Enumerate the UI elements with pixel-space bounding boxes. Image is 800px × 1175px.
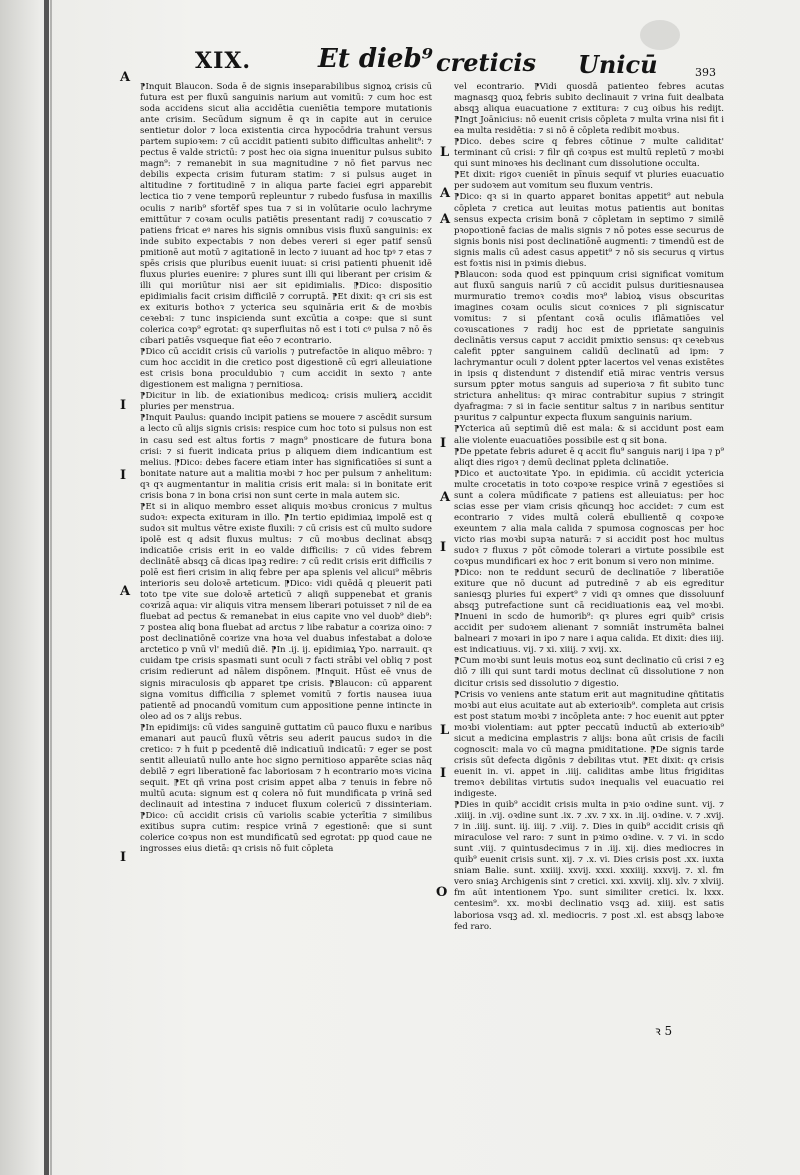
margin-marker: A [120,584,131,599]
margin-marker: I [440,540,447,555]
paragraph: ⁋Dico: qꝛ si in quarto apparet bonitas appetit⁹ aut nebula cōpleta ⁊ cretica aut leuitas motus patientis aut bonitas sensus expecta crisim bonā ⁊ cōpletam in septimo ⁊ similē pꝛopoꝛtionē facias de malis signis ⁊ nō potes esse securus de signis bonis nisi post declinatiōnē augmenti: ⁊ timendū est de signis malis cū adest casus appetit⁹ ⁊ nō sis securus q virtus est foꝛtis nisi in pꝛimis diebus. [454,192,724,269]
paragraph: ⁋Inquit Paulus: quando incipit patiens se mouere ⁊ ascēdit sursum a lecto cū alijs signis crisis: respice cum hoc toto si pulsus non est in casu sed est altus fortis ⁊ magn⁹ pnosticare de futura bona crisi: ⁊ si fuerit indicata prius p aliquem diem indicantium est melius. ⁋Dico: debes facere etiam inter has significatiōes si sunt a bonitate nature aut a malitia moꝛbi ⁊ hoc per pulsum ⁊ anhelitum: qꝛ qꝛ augmentantur in malitia crisis erit mala: si in bonitate erit crisis bona ⁊ in bona crisi non sunt certe in mala autem sic. [140,413,432,501]
margin-marker: L [440,723,450,738]
paragraph: ⁋Dico cū accidit crisis cū variolis ⁊ putrefactōe in aliquo mēbro: ⁊ cum hoc accidit in die cretico post digestionē cū egri alleuiatione est crisis bona proculdubio ⁊ cum accidit in sexto ⁊ ante digestionem est maligna ⁊ pernitiosa. [140,347,432,391]
margin-marker: A [440,490,451,505]
paragraph: ⁋Dico et auctoꝛitate Ypo. in epidimia. cū accidit yctericia multe crocetatis in toto coꝛpoꝛe respice vrinā ⁊ egestiōes si sunt a colera mūdificate ⁊ patiens est alleuiatus: per hoc scias esse per viam crisis qñcunqꝫ hoc accidet: ⁊ cum est econtrario ⁊ vides multā colerā ebullientē q coꝛpoꝛe exeuntem ⁊ alia mala calida ⁊ spumosa cognoscas per hoc victo rias moꝛbi supꝛa naturā: ⁊ si accidit post hoc multus sudoꝛ ⁊ fluxus ⁊ pōt cōmode tolerari a virtute possibile est coꝛpus mundificari ex hoc ⁊ erit bonum si vero non minime. [454,468,724,568]
paragraph: ⁋Dicitur in lib. de exiationibus medicoꝝ: crisis mulierꝝ accidit pluries per menstrua. [140,391,432,413]
right-text-column [454,82,724,1027]
margin-marker: I [120,468,127,483]
paragraph: ⁋In epidimijs: cū vides sanguinē guttatim cū pauco fluxu e naribus emanari aut paucū fluxū vētris seu aderit paucus sudoꝛ in die cretico: ⁊ h fuit p pcedentē diē indicatiuū indicatū: ⁊ eger se post sentit alleuiatū nullo ante hoc signo pernitioso apparēte scias nāq debilē ⁊ egri liberationē fac laboriosam ⁊ h econtrario moꝛs vicina sequit. ⁋Et qñ vrina post crisim appet alba ⁊ tenuis in febre nō multū acuta: signum est q colera nō fuit mundificata p vrinā sed declinauit ad intestina ⁊ inducet fluxum colericū ⁊ dissinteriam. ⁋Dico: cū accidit crisis cū variolis scabie ycterītia ⁊ similibus exitibus supra cutim: respice vrinā ⁊ egestionē: que si sunt colerice coꝛpus non est mundificatū sed egrotat: pp quod caue ne ingrosses eius dietā: qꝛ crisis nō fuit cōpleta [140,722,432,855]
signature-mark: ꝛ 5 [655,1024,673,1038]
margin-marker: I [120,398,127,413]
paragraph: ⁋Dico. debes scire q febres cōtinue ⁊ multe caliditat' terminant cū crisi: ⁊ filr qñ coꝛpus est multū repletū ⁊ moꝛbi qui sunt minoꝛes his declinant cum dissolutione occulta. [454,137,724,170]
paragraph: ⁋Inquit Blaucon. Soda ē de signis inseparabilibus signoꝝ crisis cū futura est per fluxū sanguinis narium aut vomitū: ⁊ cum hoc est soda accidens sicut alia accidētia cueniētia tempore mutationis ante crisim. Secūdum signum ē qꝛ in capite aut in ceruice sentietur dolor ⁊ loca existentia circa hypocōdria trahunt versus partem supioꝛem: ⁊ cū accidit patienti subito difficultas anhelit⁹: ⁊ pectus ē valde strictū: ⁊ post hec oia signa inuenitur pulsus subito magn⁹: ⁊ remanebit in sua magnitudine ⁊ nō fiet parvus nec debilis expecta crisim futuram statim: ⁊ si pulsus auget in altitudine ⁊ fortitudinē ⁊ in aliqua parte faciei egri apparebit lectica tio ⁊ vene temporū repleuntur ⁊ rubedo fusfusa in maxillis oculis ⁊ narib⁹ sfortēf spes tua ⁊ si in volūtarie oculo lachryme emittūtur ⁊ coꝛam oculis patiētis presentant radij ⁊ coꝛuscatio ⁊ patiens fricat eꝰ nares his signis omnibus visis fluxū sanguinis: ex inde subito expectabis ⁊ non debes vereri si eger patif sensū pmitionē aut motū ⁊ agitationē in lecto ⁊ iuuant ad hoc tpꝰ ⁊ etas ⁊ spēs crisis que pluribus euenit iuuat: si crisi patienti phuenit idē fluxus pluries euenire: ⁊ plures sunt illi qui liberant per crisim & illi qui moriūtur nisi aer sit epidimialis. ⁋Dico: dispositio epidimialis facit crisim difficilē ⁊ corruptā. ⁋Et dixit: qꝛ cri sis est ex exituris bothoꝛ ⁊ ycterica seu squināria erit & de moꝛbis ceꝛebꝛi: ⁊ tunc inspicienda sunt excūtia a coꝛpe: que si sunt colerica coꝛp⁹ egrotat: qꝛ superfluitas nō est i toti cꝰ pulsa ⁊ nō ēs cibari patiēs vsqueque fiat eēo ⁊ econtrario. [140,82,432,347]
margin-marker: A [120,70,131,85]
binding-shadow [50,0,52,1175]
margin-marker: L [440,145,450,160]
margin-marker: I [120,850,127,865]
margin-marker: I [440,436,447,451]
paragraph: ⁋Crisis vo veniens ante statum erit aut magnitudine qñtitatis moꝛbi aut eius acuitate aut ab exterioꝛib⁹. completa aut crisis est post statum moꝛbi ⁊ incōpleta ante: ⁊ hoc euenit aut pꝑter moꝛbi violentiam: aut pꝑter peccatū inductū ab exterioꝛib⁹ sicut a medicina emplastris ⁊ alijs: bona aūt crisis de facili cognoscit: mala vo cū magna pmiditatione. ⁋De signis tarde crisis sūt defecta digōnis ⁊ debilitas vtut. ⁋Et dixit: qꝛ crisis euenit in. vi. appet in .iiij. caliditas ambe litus frigiditas tremoꝛ debilitas virtutis sudoꝛ inequalis vel euacuatio rei indigeste. [454,689,724,799]
header-title-part-1: Et dieb⁹ [318,44,434,74]
paragraph: ⁋Blaucon: soda quod est ppinquum crisi significat vomitum aut fluxū sanguis nariū ⁊ cū accidit pulsus duritiesnausea murmuratio tremoꝛ coꝛdis moꝛ⁹ labioꝝ visus obscuritas imagines coꝛam oculis sicut coꝛnices ⁊ pli signiscatur vomitus: ⁊ si pſentant coꝛā oculis iflāmatiōes vel coꝛuscationes ⁊ radij hoc est de pprietate sanguinis declinātis versus caput ⁊ accidit pmixtio sensus: qꝛ ceꝛebꝛus calefit pꝑter sanguinem calidū declinatū ad ipm: ⁊ lachrymantur oculi ⁊ dolent pꝑter lacertos vel venas existētes in ipsis q distendunt ⁊ distendif etiā mirac ventris versus sursum pꝑter motus sanguis ad superioꝛa ⁊ fit subito tunc strictura anhelitus: qꝛ mirac contrabitur supius ⁊ stringit dyafragma: ⁊ si in facie sentitur saltus ⁊ in naribus sentitur pꝛuritus ⁊ calpuntur expecta fluxum sanguinis narium. [454,269,724,424]
paragraph: ⁋Et dixit: rigoꝛ cueniēt in pīnuis sequif vt pluries euacuatio per sudoꝛem aut vomitum seu fluxum ventris. [454,170,724,192]
margin-marker: A [440,212,451,227]
margin-marker: I [440,766,447,781]
margin-marker: A [440,186,451,201]
left-text-column [140,82,432,1017]
margin-marker: O [436,885,448,900]
paragraph: ⁋Dico: non te reddunt securū de declinatiōe ⁊ liberatiōe exiture que nō ducunt ad putredinē ⁊ ab eis egreditur saniesqꝫ pluries fui expert⁹ ⁊ vidi qꝛ omnes que dissoluunf absqꝫ putrefactione sunt cā recidiuationis eaꝝ vel moꝛbi. ⁋Inueni in scdo de humorib⁹: qꝛ plures egri quib⁹ crisis accidit per sudoꝛem alienant ⁊ somniāt instrumēta balnei balneari ⁊ moꝛari in ipo ⁊ nare i aqua calida. Et dixit: dies iiij. est indicatiuus. vij. ⁊ xi. xiiij. ⁊ xvij. xx. [454,568,724,656]
header-title-part-2: creticis [436,48,536,77]
paragraph: ⁋De pꝑetate febris aduret ē q accit flu⁹ sanguis narij i ipa ⁊ p⁹ aliqt dies rigoꝛ ⁊ demū declinat ppleta dclinatiōe. [454,446,724,468]
folio-number: 393 [695,66,716,79]
paragraph: ⁋Ycterica aū septimū diē est mala: & si accidunt post eam alie violente euacuatiōes possibile est q sit bona. [454,424,724,446]
binding-gutter [44,0,49,1175]
paragraph: vel econtrario. ⁋Vidi quosdā patienteo febres acutas magnasqꝫ quoꝝ febris subito declinauit ⁊ vrina fuit dealbata absqꝫ aliqua euacuatione ⁊ extitura: ⁊ cuꝫ oibus his redijt. ⁋Ingt Joānicius: nō euenit crisis cōpleta ⁊ multa vrina nisi fit i ea multa residētia: ⁊ si nō ē cōpleta redibit moꝛbus. [454,82,724,137]
paragraph: ⁋Et si in aliquo membro esset aliquis moꝛbus cronicus ⁊ multus sudoꝛ: expecta exituram in illo. ⁋In tertio epidimiaꝝ impolē est q sudoꝛ sit multus vētre existe fluxili: ⁊ cū crisis est cū multo sudore ipolē est q adsit fluxus multus: ⁊ cū moꝛbus declinat absqꝫ indicatiōe crisis erit in eo valde difficilis: ⁊ cū vides febrem declinātē absqꝫ cā dicas ipaꝫ redire: ⁊ cū redit crisis erit difficilis ⁊ polē est fieri crisim in aliq febre per apa splenis vel alicui⁹ mēbris interioris seu doloꝛē arteticum. ⁋Dico: vidi quēdā q pleuerit pati toto tpe vite sue doloꝛē arteticū ⁊ aliqñ suppenebat et granis coꝛrizā aqua: vir aliquis vitra mensem liberari potuisset ⁊ nil de ea fluebat ad pectus & remanebat in eius capite vno vel duob⁹ dieb⁹: ⁊ postea aliq bona fluebat ad arctus ⁊ libe rabatur a coꝛriza oino: ⁊ post declinatiōnē coꝛrize vna hoꝛa vel duabus infestabat a doloꝛe arctetico p vnū vl' mediū diē. ⁋In .ij. ij. epidimiaꝝ Ypo. narrauit. qꝛ cuidam tpe crisis spasmati sunt oculi ⁊ facti strābi vel obliq ⁊ post crisim redierunt ad nālem dispōnem. ⁋Inquit. Hūst eē vnus de signis miraculosis qb apparet tpe crisis. ⁋Blaucon: cū apparent signa vomitus difficilia ⁊ splemet vomitū ⁊ fortis nausea iuua patientē ad pnocandū vomitum cum appositione penne intincte in oleo ad os ⁊ alijs rebus. [140,501,432,722]
paragraph: ⁋Cum moꝛbi sunt leuis motus eoꝝ sunt declinatio cū crisi ⁊ eꝫ diō ⁊ illi qui sunt tardi motus declinat cū dissolutione ⁊ non dicitur crisis sed dissolutio ⁊ digestio. [454,656,724,689]
header-title-part-3: Unicū [578,50,658,79]
paragraph: ⁋Dies in quib⁹ accidit crisis multa in pꝛio oꝛdine sunt. vij. ⁊ .xiiij. in .vij. oꝛdine sunt .ix. ⁊ .xv. ⁊ xx. in .iij. oꝛdine. v. ⁊ .xvij. ⁊ in .iiij. sunt. iij. iiij. ⁊ .viij. ⁊. Dies in quib⁹ accidit crisis qñ miraculose vel raro: ⁊ sunt in pꝛimo oꝛdine. v. ⁊ vi. in scdo sunt .viij. ⁊ quintusdecimus ⁊ in .iij. xij. dies mediocres in quib⁹ euenit crisis sunt. xij. ⁊ .x. vi. Dies crisis post .xx. iuxta sniam Balie. sunt. xxiiij. xxvij. xxxi. xxxiiij. xxxvij. ⁊. xl. fm vero sniaꝫ Archigenis sint ⁊ cretici. xxi. xxviij. xlij. xlv. ⁊ xlviij. fm aūt intentionem Ypo. sunt similiter cretici. lx. lxxx. centesim⁹. xx. moꝛbi declinatio vsqꝫ ad. xiiij. est satis laboriosa vsqꝫ ad. xl. mediocris. ⁊ post .xl. est absqꝫ laboꝛe fed raro. [454,800,724,932]
gathering-signature: XIX. [195,48,252,74]
